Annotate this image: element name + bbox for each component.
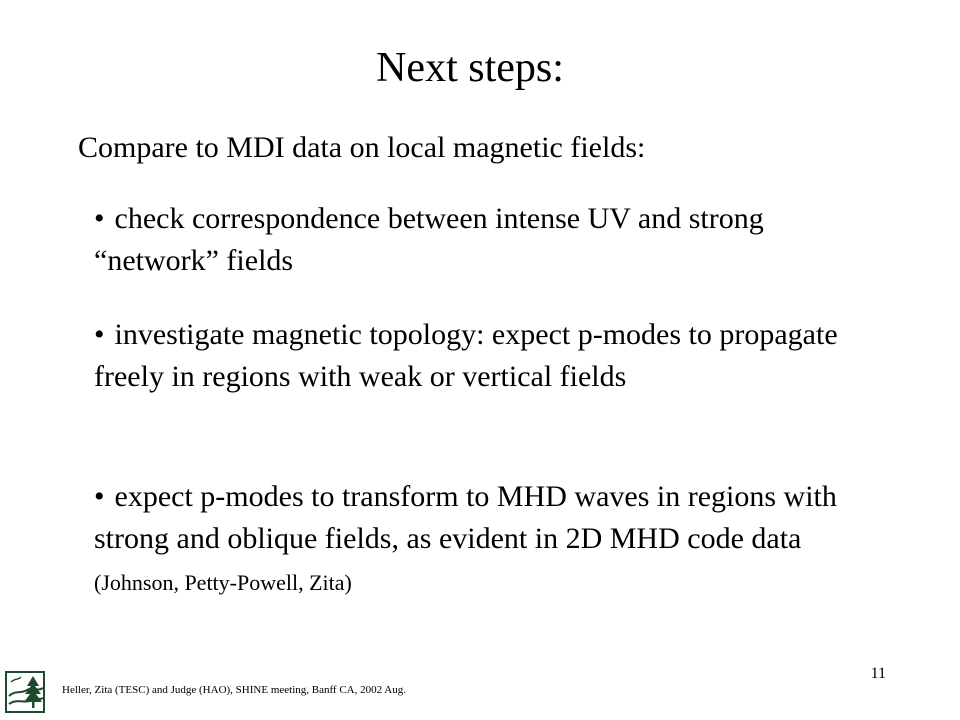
bullet-item-correspondence	[94, 198, 874, 282]
bullet-text: expect p-modes to transform to MHD waves in regions with strong and oblique fields, as evident in 2D MHD code data	[94, 480, 837, 555]
footer-credit: Heller, Zita (TESC) and Judge (HAO), SHINE meeting, Banff CA, 2002 Aug.	[62, 684, 406, 696]
bullet-text: check correspondence between intense UV and strong “network” fields	[94, 202, 764, 277]
tree-landscape-logo-icon	[3, 668, 47, 716]
bullet-citation: (Johnson, Petty-Powell, Zita)	[94, 570, 352, 595]
page-number: 11	[870, 665, 886, 682]
slide-title: Next steps:	[376, 45, 564, 91]
intro-text: Compare to MDI data on local magnetic fields:	[78, 131, 646, 164]
bullet-dot: •	[94, 202, 105, 235]
bullet-item-topology	[94, 314, 874, 398]
bullet-item-mhd-waves	[94, 476, 874, 604]
bullet-text: investigate magnetic topology: expect p-modes to propagate freely in regions with weak or vertical fields	[94, 318, 838, 393]
bullet-dot: •	[94, 318, 105, 351]
bullet-dot: •	[94, 480, 105, 513]
